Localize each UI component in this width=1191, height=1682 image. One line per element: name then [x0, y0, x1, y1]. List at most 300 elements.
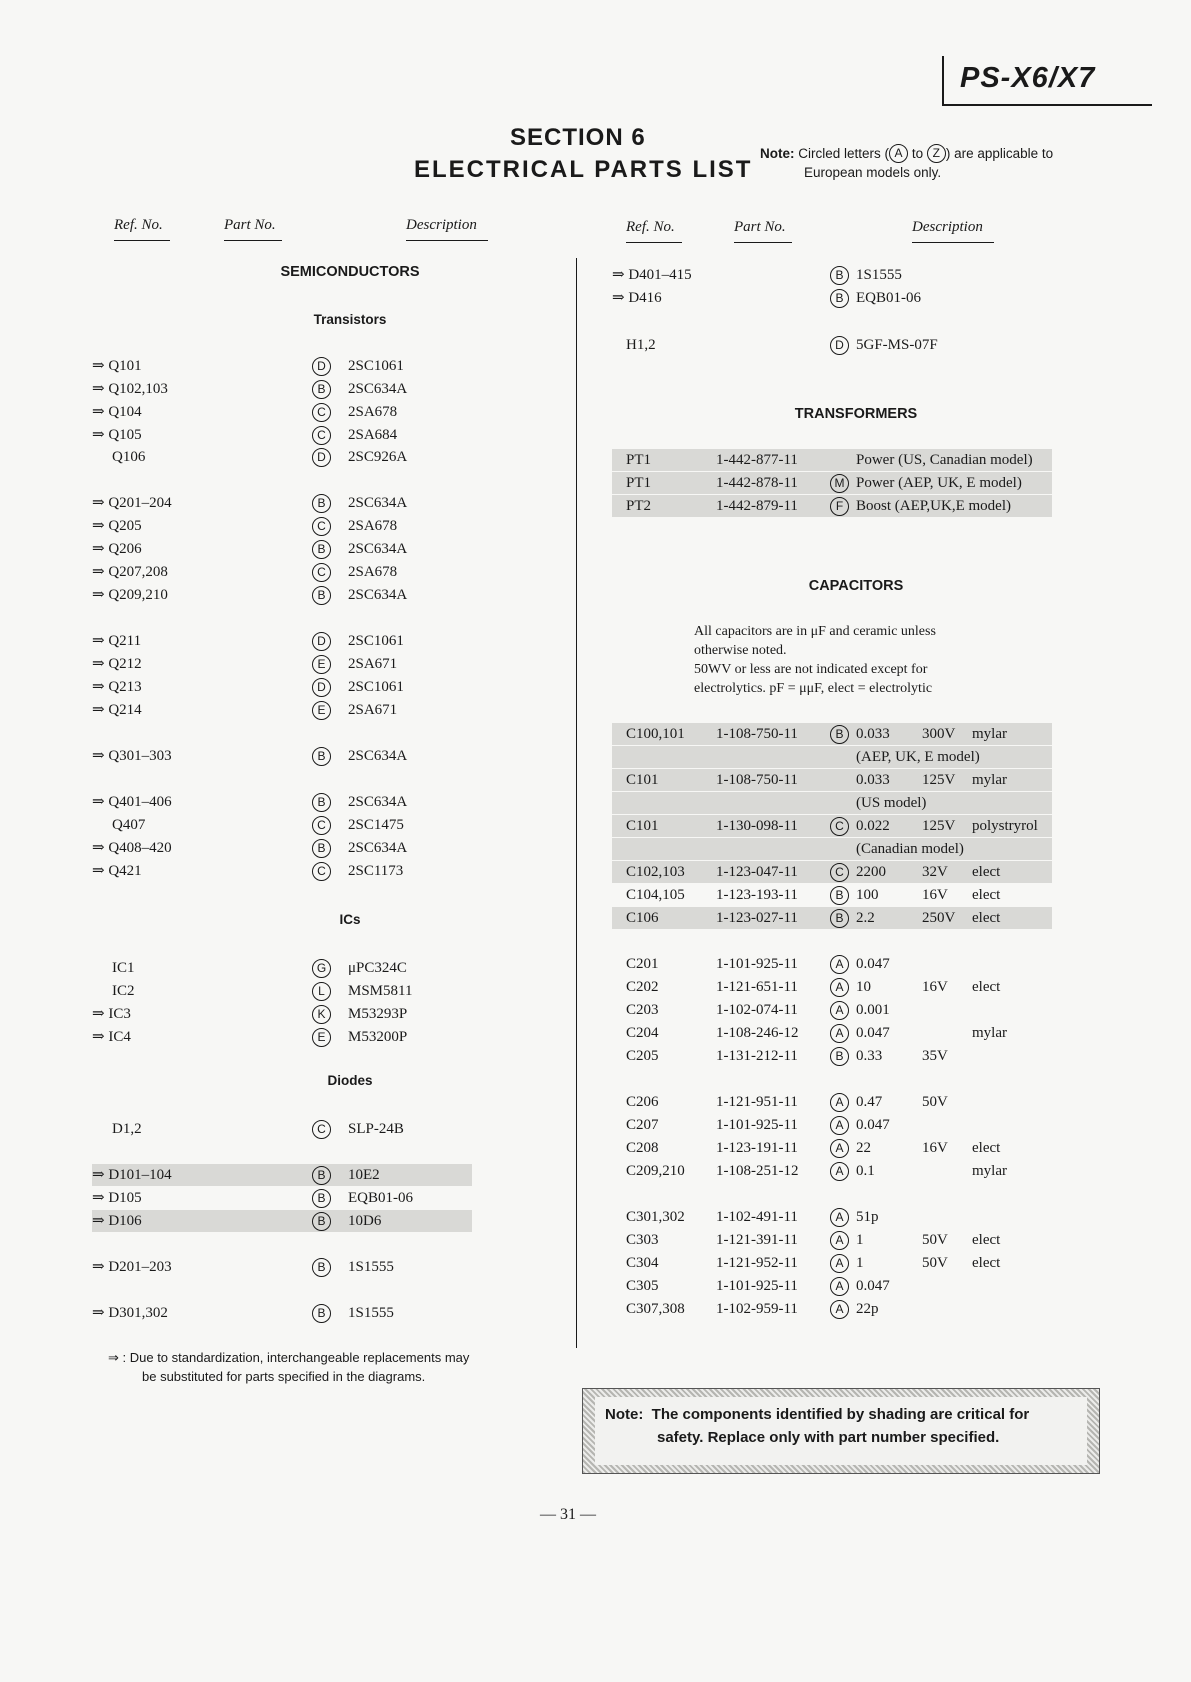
right-desc-header: Description [912, 219, 994, 243]
type: elect [972, 887, 1001, 903]
ref-no: ⇒ Q214 [92, 702, 142, 718]
circled-letter-icon: B [312, 1304, 331, 1323]
value: 0.047 [856, 1117, 890, 1133]
description: 2SC926A [348, 449, 408, 465]
description: 10D6 [348, 1213, 382, 1229]
circled-letter-icon: A [830, 1093, 849, 1112]
table-row [92, 630, 492, 652]
voltage: 50V [922, 1232, 948, 1248]
table-row [612, 1229, 1052, 1251]
ref-no: C101 [626, 772, 659, 788]
table-row [92, 980, 492, 1002]
circled-letter-icon: A [830, 1024, 849, 1043]
left-desc-header: Description [406, 217, 488, 241]
table-row [612, 1114, 1052, 1136]
voltage: 50V [922, 1255, 948, 1271]
table-row [612, 1091, 1052, 1113]
ref-no: C301,302 [626, 1209, 685, 1225]
part-no: 1-130-098-11 [716, 818, 798, 834]
table-row [92, 957, 492, 979]
table-row [612, 746, 1052, 768]
ref-no: Q106 [112, 449, 146, 465]
value: Boost (AEP,UK,E model) [856, 498, 1011, 514]
table-row [92, 676, 492, 698]
circled-letter-icon: B [312, 1258, 331, 1277]
ref-no: C202 [626, 979, 659, 995]
value: 22p [856, 1301, 879, 1317]
circled-letter-icon: C [312, 1120, 331, 1139]
description: 10E2 [348, 1167, 380, 1183]
part-no: 1-108-246-12 [716, 1025, 799, 1041]
section-subtitle: ELECTRICAL PARTS LIST [414, 156, 753, 183]
ref-no: ⇒ D201–203 [92, 1259, 172, 1275]
description: 2SC634A [348, 748, 408, 764]
circled-letter-icon: A [830, 1231, 849, 1250]
ics-heading: ICs [339, 912, 361, 927]
circled-letter-icon: A [830, 1162, 849, 1181]
circled-letter-icon: E [312, 655, 331, 674]
table-row [612, 1022, 1052, 1044]
circled-letter-icon: M [830, 474, 849, 493]
value: 0.047 [856, 1025, 890, 1041]
circled-letter-icon: B [830, 725, 849, 744]
part-no: 1-108-750-11 [716, 726, 798, 742]
circled-letter-icon: E [312, 701, 331, 720]
description: 2SA678 [348, 564, 398, 580]
part-no: 1-123-047-11 [716, 864, 798, 880]
circled-letter-icon: B [830, 266, 849, 285]
description: 2SC634A [348, 541, 408, 557]
circled-letter-icon: B [830, 886, 849, 905]
table-row [92, 1026, 492, 1048]
circled-letter-icon: G [312, 959, 331, 978]
ref-no: ⇒ D416 [612, 290, 662, 306]
circled-letter-icon: D [312, 448, 331, 467]
table-row [92, 1302, 492, 1324]
circled-letter-icon: C [312, 426, 331, 445]
table-row [92, 1003, 492, 1025]
circled-letter-icon: B [830, 1047, 849, 1066]
value: (US model) [856, 795, 927, 811]
ref-no: ⇒ D101–104 [92, 1167, 172, 1183]
table-row [92, 1118, 492, 1140]
description: 2SC1061 [348, 358, 404, 374]
left-part-header: Part No. [224, 217, 282, 241]
circled-letter-icon: B [312, 540, 331, 559]
type: elect [972, 1232, 1001, 1248]
part-no: 1-101-925-11 [716, 1278, 798, 1294]
value: 1 [856, 1232, 864, 1248]
table-row [612, 769, 1052, 791]
circled-letter-icon: B [312, 1166, 331, 1185]
part-no: 1-121-952-11 [716, 1255, 798, 1271]
circled-letter-icon: B [312, 1189, 331, 1208]
note-label: Note: [760, 146, 795, 161]
description: 2SA671 [348, 656, 398, 672]
value: 0.047 [856, 956, 890, 972]
table-row [612, 953, 1052, 975]
circled-letter-icon: F [830, 497, 849, 516]
table-row [92, 561, 492, 583]
value: 51p [856, 1209, 879, 1225]
type: mylar [972, 772, 1007, 788]
value: (AEP, UK, E model) [856, 749, 980, 765]
circled-letter-icon: A [830, 1001, 849, 1020]
circled-letter-icon: A [830, 1254, 849, 1273]
voltage: 32V [922, 864, 948, 880]
type: mylar [972, 1163, 1007, 1179]
table-row [612, 723, 1052, 745]
part-no: 1-121-651-11 [716, 979, 798, 995]
table-row [92, 584, 492, 606]
description: 1S1555 [348, 1259, 394, 1275]
table-row [612, 1252, 1052, 1274]
ref-no: ⇒ Q408–420 [92, 840, 172, 856]
table-row [612, 1137, 1052, 1159]
part-no: 1-123-191-11 [716, 1140, 798, 1156]
ref-no: PT1 [626, 452, 652, 468]
circled-letter-icon: C [830, 817, 849, 836]
description: 2SC634A [348, 794, 408, 810]
type: mylar [972, 1025, 1007, 1041]
table-row [92, 538, 492, 560]
capacitor-note-line: All capacitors are in μF and ceramic unless [694, 624, 936, 639]
description: 2SA678 [348, 404, 398, 420]
ref-no: ⇒ Q205 [92, 518, 142, 534]
value: 0.022 [856, 818, 890, 834]
part-no: 1-123-193-11 [716, 887, 798, 903]
circled-letter-icon: B [312, 380, 331, 399]
table-row [612, 815, 1052, 837]
voltage: 16V [922, 1140, 948, 1156]
circled-letter-icon: Z [927, 144, 946, 163]
note-text-c: ) are applicable to [945, 146, 1054, 161]
header-bar [942, 56, 944, 106]
voltage: 250V [922, 910, 956, 926]
table-row [92, 837, 492, 859]
circled-letter-icon: C [312, 517, 331, 536]
part-no: 1-123-027-11 [716, 910, 798, 926]
value: 10 [856, 979, 871, 995]
circled-letter-icon: A [889, 144, 908, 163]
note-text-line2: European models only. [804, 165, 942, 180]
circled-letter-icon: D [312, 357, 331, 376]
table-row [92, 1256, 492, 1278]
type: elect [972, 1140, 1001, 1156]
circled-letter-icon: B [830, 909, 849, 928]
table-row [92, 699, 492, 721]
table-row [92, 446, 492, 468]
part-no: 1-102-491-11 [716, 1209, 798, 1225]
safety-note-label: Note: [605, 1406, 644, 1423]
right-part-header: Part No. [734, 219, 792, 243]
circled-letter-icon: A [830, 1116, 849, 1135]
value: 0.047 [856, 1278, 890, 1294]
safety-note-line1: The components identified by shading are critical for [651, 1406, 1030, 1423]
ref-no: ⇒ Q105 [92, 427, 142, 443]
table-row [92, 1210, 472, 1232]
table-row [612, 1160, 1052, 1182]
description: 2SC634A [348, 587, 408, 603]
safety-note-line2: safety. Replace only with part number specified. [657, 1429, 1000, 1446]
voltage: 300V [922, 726, 956, 742]
ref-no: C203 [626, 1002, 659, 1018]
table-row [92, 791, 492, 813]
table-row [612, 907, 1052, 929]
table-row [92, 745, 492, 767]
value: 0.033 [856, 726, 890, 742]
transistors-heading: Transistors [313, 312, 387, 327]
table-row [612, 449, 1052, 471]
ref-no: ⇒ Q104 [92, 404, 142, 420]
circled-letter-icon: B [312, 586, 331, 605]
ref-no: C206 [626, 1094, 659, 1110]
ref-no: C207 [626, 1117, 659, 1133]
description: MSM5811 [348, 983, 413, 999]
value: 0.001 [856, 1002, 890, 1018]
table-row [92, 814, 492, 836]
value: Power (US, Canadian model) [856, 452, 1033, 468]
table-row [612, 264, 1052, 286]
column-divider [576, 258, 577, 1348]
value: 1S1555 [856, 267, 902, 283]
note-text-b: to [911, 146, 924, 161]
header-rule [942, 104, 1152, 106]
circled-letter-icon: C [312, 862, 331, 881]
description: M53293P [348, 1006, 408, 1022]
circled-letter-icon: C [312, 563, 331, 582]
part-no: 1-102-959-11 [716, 1301, 798, 1317]
table-row [612, 1298, 1052, 1320]
ref-no: C304 [626, 1255, 659, 1271]
voltage: 16V [922, 887, 948, 903]
table-row [612, 1275, 1052, 1297]
circled-letter-icon: D [830, 336, 849, 355]
type: mylar [972, 726, 1007, 742]
ref-no: C106 [626, 910, 659, 926]
description: EQB01-06 [348, 1190, 413, 1206]
table-row [92, 860, 492, 882]
value: 22 [856, 1140, 871, 1156]
type: polystryrol [972, 818, 1038, 834]
ref-no: ⇒ IC3 [92, 1006, 131, 1022]
circled-letter-icon: B [312, 747, 331, 766]
ref-no: Q407 [112, 817, 146, 833]
description: 2SC1475 [348, 817, 404, 833]
circled-letter-icon: A [830, 1208, 849, 1227]
table-row [92, 1187, 492, 1209]
model-title: PS-X6/X7 [960, 62, 1096, 94]
table-row [612, 861, 1052, 883]
ref-no: C101 [626, 818, 659, 834]
type: elect [972, 864, 1001, 880]
circled-letter-icon: B [830, 289, 849, 308]
part-no: 1-131-212-11 [716, 1048, 798, 1064]
part-no: 1-101-925-11 [716, 1117, 798, 1133]
circled-letter-icon: D [312, 632, 331, 651]
description: μPC324C [348, 960, 407, 976]
ref-no: IC2 [112, 983, 135, 999]
table-row [92, 401, 492, 423]
transformers-heading: TRANSFORMERS [794, 406, 918, 422]
ref-no: ⇒ Q101 [92, 358, 142, 374]
circled-letter-icon: A [830, 955, 849, 974]
part-no: 1-108-750-11 [716, 772, 798, 788]
table-row [92, 515, 492, 537]
circled-letter-icon: L [312, 982, 331, 1001]
table-row [612, 1045, 1052, 1067]
voltage: 125V [922, 818, 956, 834]
safety-note-box [582, 1388, 1100, 1474]
value: 0.47 [856, 1094, 883, 1110]
circled-letter-icon: A [830, 1277, 849, 1296]
ref-no: C201 [626, 956, 659, 972]
ref-no: C208 [626, 1140, 659, 1156]
footnote-line: ⇒ : Due to standardization, interchangeable replacements may [108, 1350, 470, 1365]
table-row [612, 976, 1052, 998]
circled-letter-icon: K [312, 1005, 331, 1024]
description: M53200P [348, 1029, 408, 1045]
description: SLP-24B [348, 1121, 404, 1137]
capacitor-note [694, 622, 936, 698]
part-no: 1-442-878-11 [716, 475, 798, 491]
capacitor-note-line: 50WV or less are not indicated except for [694, 662, 928, 677]
ref-no: PT1 [626, 475, 652, 491]
table-row [92, 378, 492, 400]
ref-no: ⇒ Q206 [92, 541, 142, 557]
ref-no: D1,2 [112, 1121, 142, 1137]
type: elect [972, 1255, 1001, 1271]
circled-letter-icon: C [312, 403, 331, 422]
capacitors-heading: CAPACITORS [808, 578, 904, 594]
circled-letter-icon: B [312, 793, 331, 812]
part-no: 1-102-074-11 [716, 1002, 798, 1018]
circled-letter-icon: B [312, 1212, 331, 1231]
table-row [612, 334, 1052, 356]
semiconductors-heading: SEMICONDUCTORS [280, 264, 420, 280]
circled-letter-icon: C [312, 816, 331, 835]
ref-no: H1,2 [626, 337, 656, 353]
table-row [612, 1206, 1052, 1228]
ref-no: ⇒ Q102,103 [92, 381, 168, 397]
circled-letter-icon: A [830, 1139, 849, 1158]
ref-no: ⇒ IC4 [92, 1029, 131, 1045]
value: (Canadian model) [856, 841, 964, 857]
footnote [108, 1348, 548, 1386]
type: elect [972, 910, 1001, 926]
ref-no: ⇒ Q401–406 [92, 794, 172, 810]
ref-no: ⇒ Q201–204 [92, 495, 172, 511]
ref-no: ⇒ D401–415 [612, 267, 692, 283]
diodes-heading: Diodes [327, 1073, 373, 1088]
ref-no: ⇒ Q211 [92, 633, 142, 649]
part-no: 1-121-391-11 [716, 1232, 798, 1248]
value: 2200 [856, 864, 886, 880]
part-no: 1-101-925-11 [716, 956, 798, 972]
circled-letter-icon: A [830, 1300, 849, 1319]
voltage: 35V [922, 1048, 948, 1064]
circled-letters-note [760, 144, 1053, 182]
ref-no: C102,103 [626, 864, 685, 880]
description: 2SA671 [348, 702, 398, 718]
ref-no: ⇒ D105 [92, 1190, 142, 1206]
section-title: SECTION 6 [510, 124, 646, 151]
ref-no: C100,101 [626, 726, 685, 742]
ref-no: C305 [626, 1278, 659, 1294]
ref-no: PT2 [626, 498, 652, 514]
table-row [612, 287, 1052, 309]
value: 0.33 [856, 1048, 883, 1064]
ref-no: ⇒ Q421 [92, 863, 142, 879]
circled-letter-icon: B [312, 494, 331, 513]
table-row [612, 472, 1052, 494]
ref-no: ⇒ D301,302 [92, 1305, 168, 1321]
ref-no: C307,308 [626, 1301, 685, 1317]
right-ref-header: Ref. No. [626, 219, 682, 243]
ref-no: ⇒ Q207,208 [92, 564, 168, 580]
ref-no: C209,210 [626, 1163, 685, 1179]
value: 5GF-MS-07F [856, 337, 938, 353]
value: Power (AEP, UK, E model) [856, 475, 1022, 491]
description: 2SC1061 [348, 679, 404, 695]
ref-no: IC1 [112, 960, 135, 976]
note-text-a: Circled letters ( [798, 146, 890, 161]
value: 0.033 [856, 772, 890, 788]
part-no: 1-442-879-11 [716, 498, 798, 514]
voltage: 125V [922, 772, 956, 788]
capacitor-note-line: electrolytics. pF = μμF, elect = electrolytic [694, 681, 933, 696]
ref-no: ⇒ D106 [92, 1213, 142, 1229]
left-ref-header: Ref. No. [114, 217, 170, 241]
description: 2SC634A [348, 495, 408, 511]
circled-letter-icon: E [312, 1028, 331, 1047]
table-row [612, 495, 1052, 517]
voltage: 50V [922, 1094, 948, 1110]
value: 100 [856, 887, 879, 903]
table-row [92, 1164, 472, 1186]
ref-no: ⇒ Q212 [92, 656, 142, 672]
table-row [612, 838, 1052, 860]
ref-no: C205 [626, 1048, 659, 1064]
description: 1S1555 [348, 1305, 394, 1321]
table-row [92, 355, 492, 377]
value: EQB01-06 [856, 290, 921, 306]
footnote-line: be substituted for parts specified in the diagrams. [142, 1369, 426, 1384]
ref-no: ⇒ Q209,210 [92, 587, 168, 603]
ref-no: ⇒ Q301–303 [92, 748, 172, 764]
ref-no: C204 [626, 1025, 659, 1041]
table-row [92, 492, 492, 514]
table-row [612, 792, 1052, 814]
ref-no: C303 [626, 1232, 659, 1248]
page-number: — 31 — [540, 1506, 596, 1523]
table-row [92, 424, 492, 446]
circled-letter-icon: D [312, 678, 331, 697]
circled-letter-icon: C [830, 863, 849, 882]
capacitor-note-line: otherwise noted. [694, 643, 787, 658]
part-no: 1-442-877-11 [716, 452, 798, 468]
table-row [612, 999, 1052, 1021]
description: 2SA678 [348, 518, 398, 534]
type: elect [972, 979, 1001, 995]
table-row [612, 884, 1052, 906]
circled-letter-icon: A [830, 978, 849, 997]
voltage: 16V [922, 979, 948, 995]
part-no: 1-121-951-11 [716, 1094, 798, 1110]
ref-no: ⇒ Q213 [92, 679, 142, 695]
ref-no: C104,105 [626, 887, 685, 903]
description: 2SA684 [348, 427, 398, 443]
